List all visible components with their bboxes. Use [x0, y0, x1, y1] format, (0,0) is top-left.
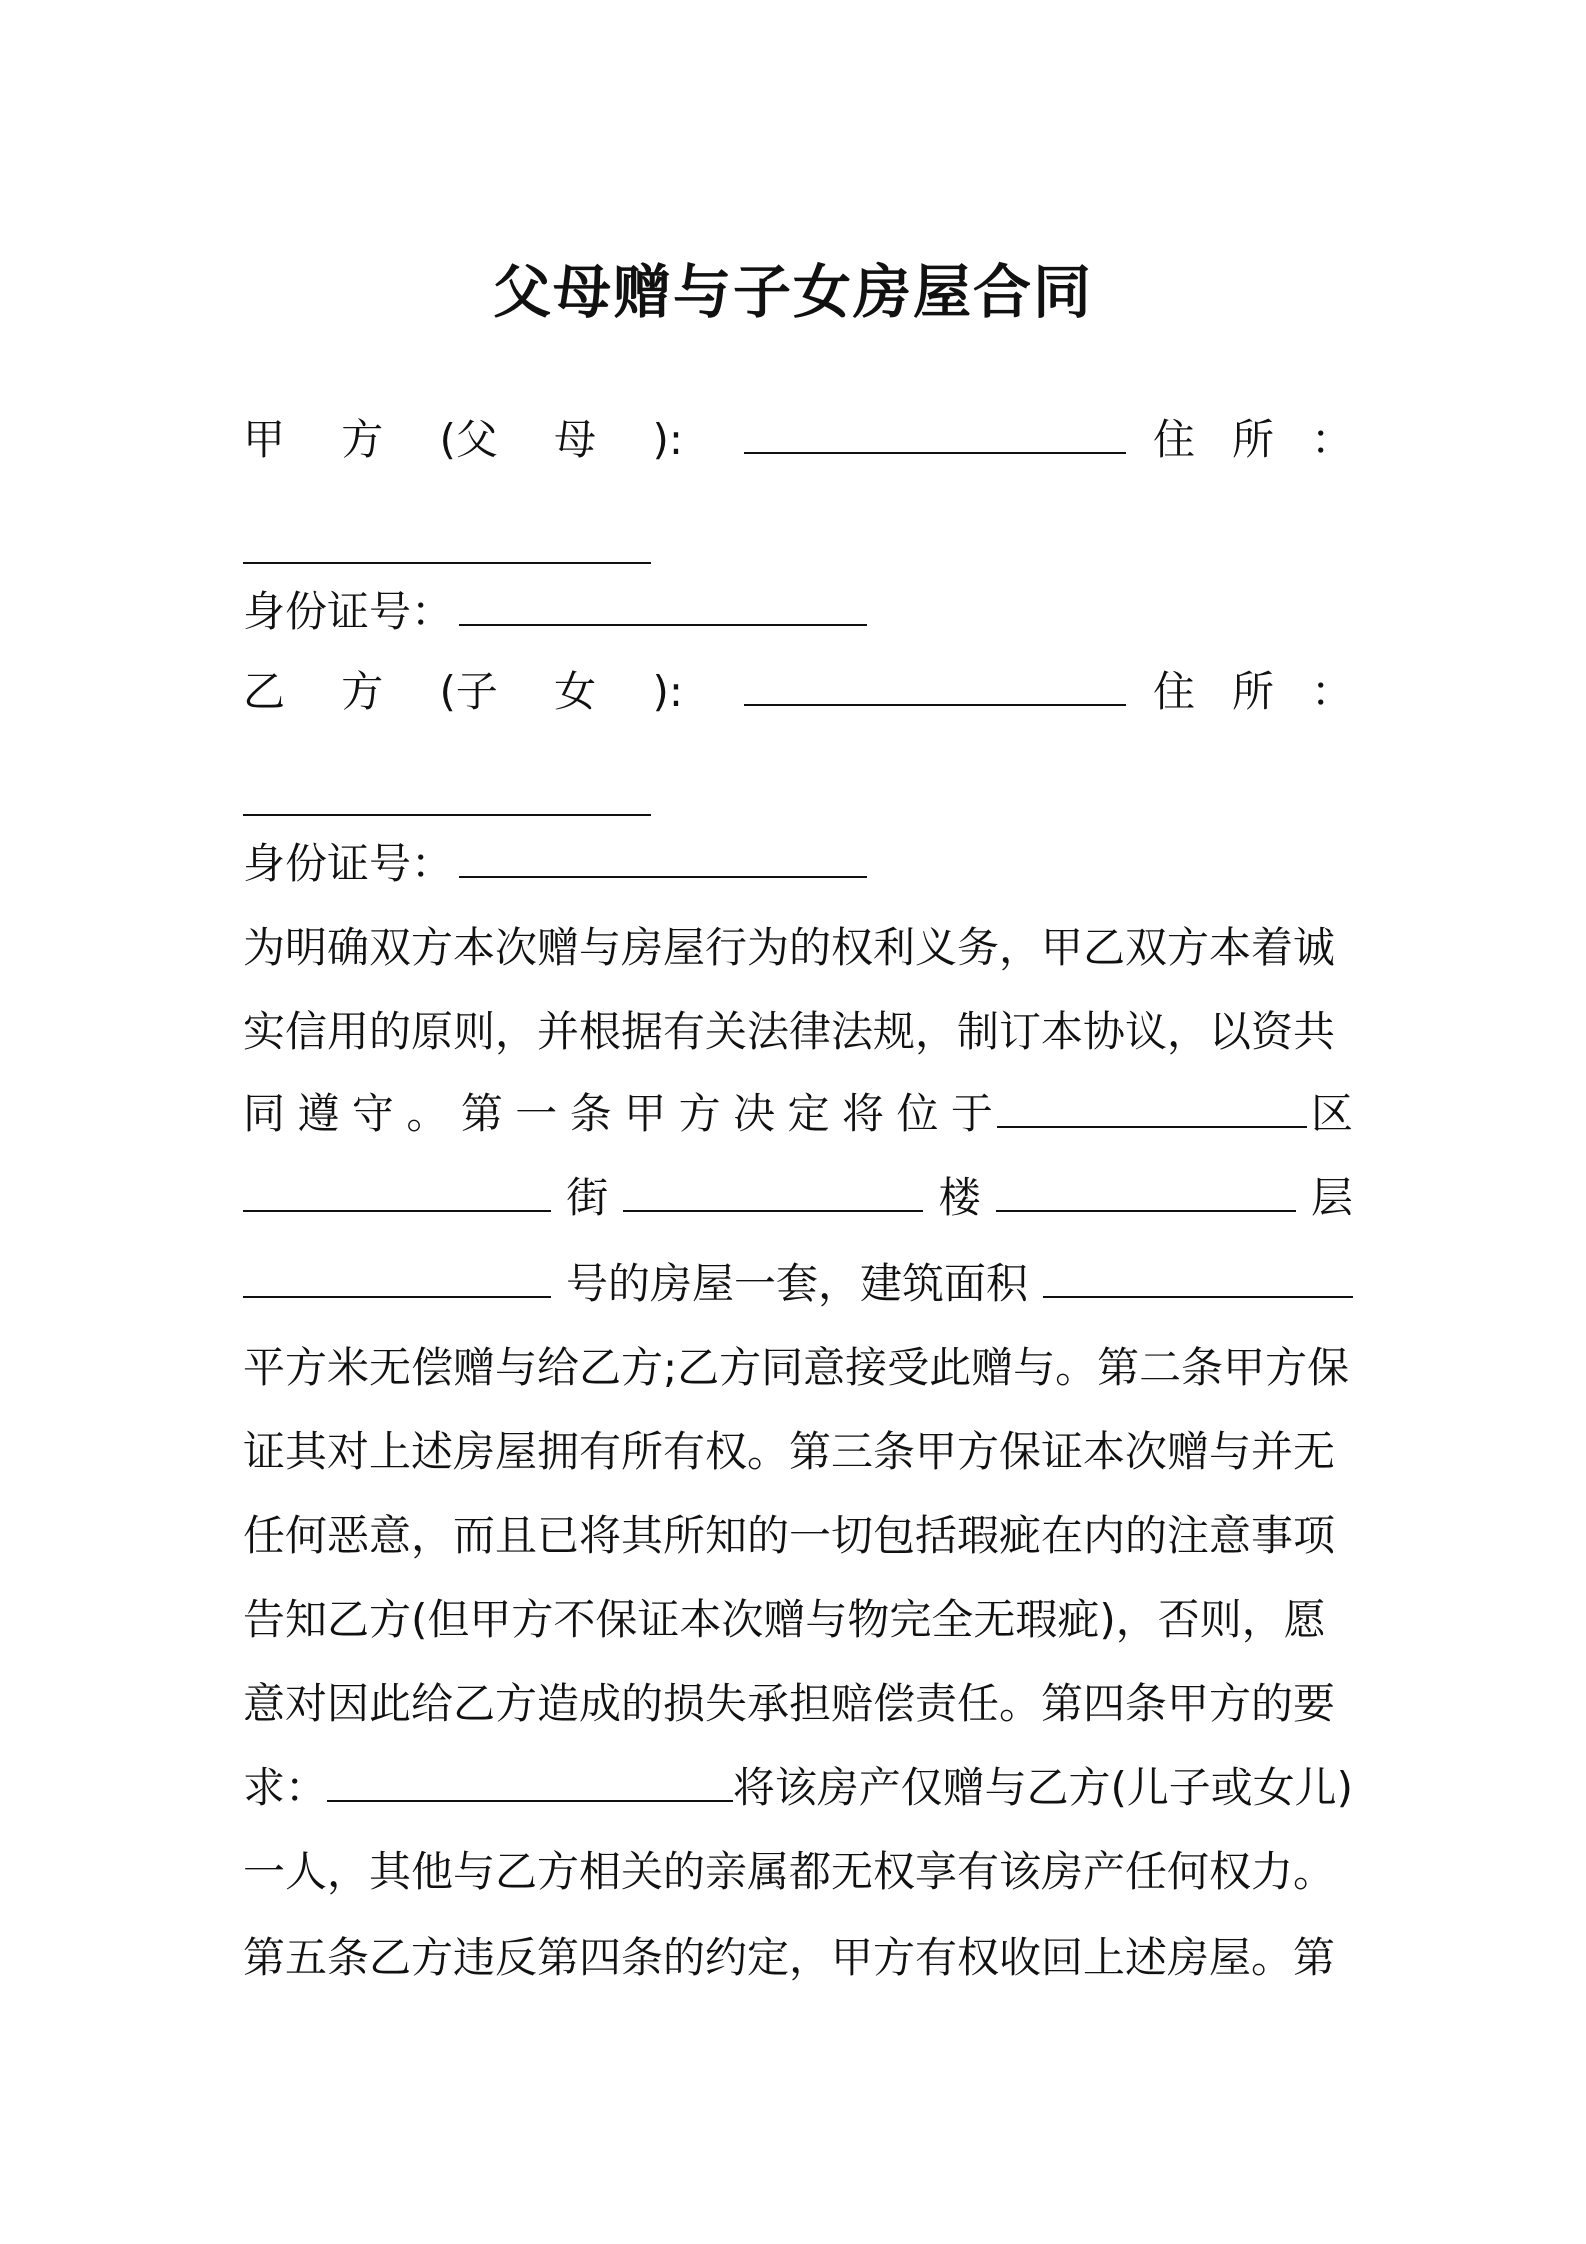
text-char: 于	[950, 1089, 993, 1138]
body-line-13: 第五条乙方违反第四条的约定，甲方有权收回上述房屋。第	[243, 1933, 1336, 1982]
party-b-address-blank[interactable]	[243, 774, 651, 816]
area-blank[interactable]	[1043, 1256, 1353, 1298]
label-char: ):	[652, 667, 683, 716]
building-label: 楼	[938, 1173, 981, 1222]
label-char: ：	[1310, 415, 1353, 464]
label-char: 所	[1231, 667, 1274, 716]
body-line-3-text	[243, 1086, 993, 1142]
requirement-text: 将该房产仅赠与乙方(儿子或女儿)	[732, 1763, 1353, 1812]
body-line-9: 告知乙方(但甲方不保证本次赠与物完全无瑕疵)，否则，愿	[243, 1595, 1326, 1644]
label-char: 乙	[243, 667, 286, 716]
text-char: 第	[460, 1089, 503, 1138]
street-blank[interactable]	[243, 1170, 551, 1212]
requirement-label: 求：	[243, 1763, 327, 1812]
text-char: 一	[515, 1089, 558, 1138]
body-line-5	[243, 1256, 1353, 1312]
label-char: (子	[439, 667, 498, 716]
label-char: 女	[554, 667, 597, 716]
text-char: 甲	[624, 1089, 667, 1138]
label-char: 住	[1153, 415, 1196, 464]
party-a-address-label	[1153, 412, 1353, 468]
label-char: 母	[554, 415, 597, 464]
label-char: ):	[652, 415, 683, 464]
floor-blank[interactable]	[996, 1170, 1296, 1212]
body-line-4	[243, 1170, 1353, 1226]
label-char: 方	[341, 667, 384, 716]
number-text: 号的房屋一套，建筑面积	[565, 1259, 1028, 1308]
body-line-8: 任何恶意，而且已将其所知的一切包括瑕疵在内的注意事项	[243, 1511, 1336, 1560]
text-char: 条	[569, 1089, 612, 1138]
party-a-row	[243, 412, 1353, 468]
party-b-id-blank[interactable]	[459, 836, 867, 878]
label-char: 住	[1153, 667, 1196, 716]
party-a-id-row	[243, 584, 1353, 640]
label-char: 所	[1231, 415, 1274, 464]
text-char: 决	[733, 1089, 776, 1138]
document-title: 父母赠与子女房屋合同	[492, 258, 1093, 326]
party-b-label	[243, 664, 683, 720]
party-a-address-blank[interactable]	[243, 522, 651, 564]
district-label: 区	[1310, 1089, 1353, 1138]
party-b-name-blank[interactable]	[744, 664, 1126, 706]
body-line-10: 意对因此给乙方造成的损失承担赔偿责任。第四条甲方的要	[243, 1679, 1336, 1728]
text-char: 定	[787, 1089, 830, 1138]
party-b-row	[243, 664, 1353, 720]
floor-label: 层	[1310, 1173, 1353, 1222]
requirement-blank[interactable]	[327, 1760, 733, 1802]
body-line-1: 为明确双方本次赠与房屋行为的权利义务，甲乙双方本着诚	[243, 923, 1336, 972]
text-char: 。	[406, 1089, 449, 1138]
party-b-id-row	[243, 836, 1353, 892]
label-char: ：	[1310, 667, 1353, 716]
party-b-address-row	[243, 774, 1353, 830]
party-b-id-label: 身份证号：	[243, 839, 454, 888]
text-char: 守	[351, 1089, 394, 1138]
body-line-6: 平方米无偿赠与给乙方;乙方同意接受此赠与。第二条甲方保	[243, 1343, 1350, 1392]
label-char: 甲	[243, 415, 286, 464]
body-line-2: 实信用的原则，并根据有关法律法规，制订本协议，以资共	[243, 1007, 1336, 1056]
party-a-label	[243, 412, 683, 468]
number-blank[interactable]	[243, 1256, 551, 1298]
party-b-address-label	[1153, 664, 1353, 720]
text-char: 将	[841, 1089, 884, 1138]
street-label: 街	[566, 1173, 609, 1222]
label-char: (父	[439, 415, 498, 464]
party-a-name-blank[interactable]	[744, 412, 1126, 454]
label-char: 方	[341, 415, 384, 464]
district-blank[interactable]	[997, 1086, 1307, 1128]
body-line-12: 一人，其他与乙方相关的亲属都无权享有该房产任何权力。	[243, 1847, 1336, 1896]
party-a-address-row	[243, 522, 1353, 578]
text-char: 位	[896, 1089, 939, 1138]
body-line-3	[243, 1086, 1353, 1142]
body-line-11	[243, 1760, 1353, 1816]
text-char: 遵	[297, 1089, 340, 1138]
body-line-7: 证其对上述房屋拥有所有权。第三条甲方保证本次赠与并无	[243, 1427, 1336, 1476]
party-a-id-blank[interactable]	[459, 584, 867, 626]
building-blank[interactable]	[623, 1170, 923, 1212]
party-a-id-label: 身份证号：	[243, 587, 454, 636]
text-char: 方	[678, 1089, 721, 1138]
text-char: 同	[243, 1089, 286, 1138]
